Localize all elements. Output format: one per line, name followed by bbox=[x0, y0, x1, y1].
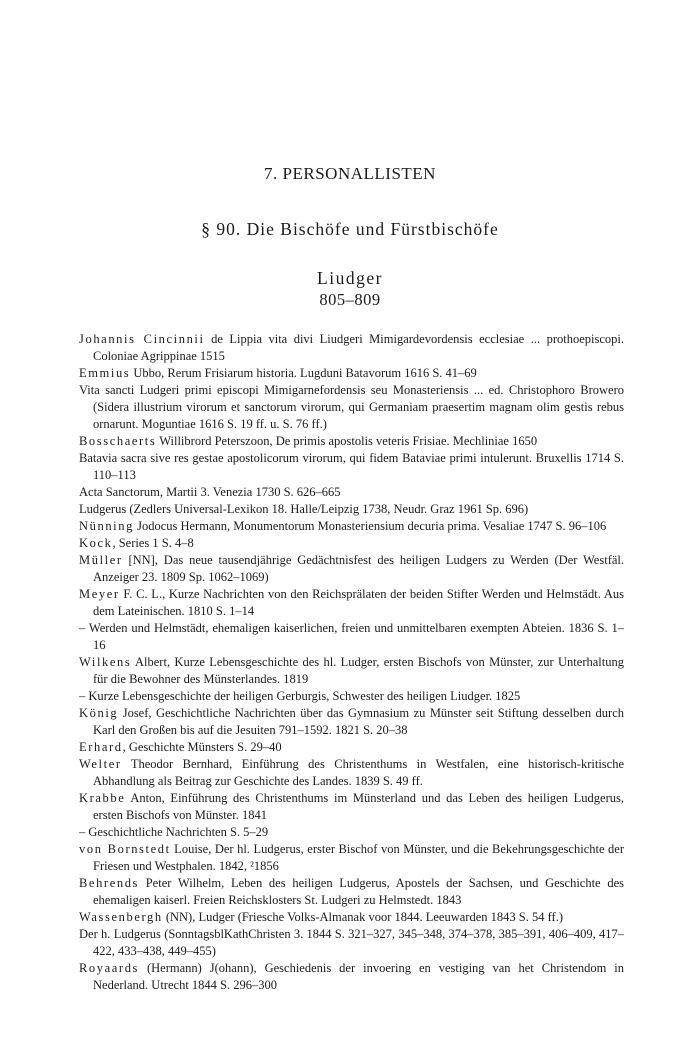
bibliography-entry bbox=[79, 552, 624, 586]
entry-author: König bbox=[79, 706, 119, 720]
entry-text: Willibrord Peterszoon, De primis apostolis veteris Frisiae. Mechliniae 1650 bbox=[156, 434, 538, 448]
entry-text: Ludgerus (Zedlers Universal-Lexikon 18. Halle/Leipzig 1738, Neudr. Graz 1961 Sp. 696) bbox=[79, 502, 529, 516]
bibliography-entry bbox=[79, 484, 624, 501]
entry-text: Josef, Geschichtliche Nachrichten über das Gymnasium zu Münster seit Stiftung desselben durch Karl den Großen bis auf die Jesuiten 791–1592. 1821 S. 20–38 bbox=[93, 706, 624, 737]
entry-author: Wilkens bbox=[79, 655, 132, 669]
person-dates: 805–809 bbox=[319, 290, 381, 309]
bibliography-entry bbox=[79, 790, 624, 824]
bibliography-entry bbox=[79, 620, 624, 654]
person-name: Liudger bbox=[317, 268, 383, 288]
entry-author: Erhard bbox=[79, 740, 123, 754]
entry-author: Behrends bbox=[79, 876, 140, 890]
entry-text: Louise, Der hl. Ludgerus, erster Bischof von Münster, und die Bekehrungsgeschichte der Friesen und Westphalen. 1842, ²1856 bbox=[93, 842, 624, 873]
entry-text: Peter Wilhelm, Leben des heiligen Ludgerus, Apostels der Sachsen, und Geschichte des ehemaligen kaiserl. Freien Reichsklosters St. Ludgeri zu Helmstedt. 1843 bbox=[93, 876, 624, 907]
entry-text: de Lippia vita divi Liudgeri Mimigardevordensis ecclesiae ... prothoepiscopi. Coloniae Agrippinae 1515 bbox=[93, 332, 624, 363]
entry-text: Jodocus Hermann, Monumentorum Monasteriensium decuria prima. Vesaliae 1747 S. 96–106 bbox=[133, 519, 607, 533]
entry-text: F. C. L., Kurze Nachrichten von den Reichsprälaten der beiden Stifter Werden und Helmstädt. Aus dem Lateinischen. 1810 S. 1–14 bbox=[93, 587, 624, 618]
entry-author: Meyer bbox=[79, 587, 120, 601]
entry-text: (NN), Ludger (Friesche Volks-Almanak voor 1844. Leeuwarden 1843 S. 54 ff.) bbox=[162, 910, 563, 924]
entry-text: Anton, Einführung des Christenthums im Münsterland und das Leben des heiligen Ludgerus, ersten Bischofs von Münster. 1841 bbox=[93, 791, 624, 822]
bibliography-entry bbox=[79, 450, 624, 484]
entry-text: Acta Sanctorum, Martii 3. Venezia 1730 S. 626–665 bbox=[79, 485, 341, 499]
entry-author: Bosschaerts bbox=[79, 434, 157, 448]
bibliography-entry bbox=[79, 739, 624, 756]
bibliography-entry bbox=[79, 586, 624, 620]
entry-author: Johannis Cincinnii bbox=[79, 332, 205, 346]
bibliography-entry bbox=[79, 535, 624, 552]
entry-text: – Werden und Helmstädt, ehemaligen kaiserlichen, freien und unmittelbaren exempten Abteien. 1836 S. 1–16 bbox=[79, 621, 624, 652]
entry-author: Krabbe bbox=[79, 791, 126, 805]
chapter-title: 7. PERSONALLISTEN bbox=[264, 164, 436, 183]
bibliography-entry bbox=[79, 654, 624, 688]
entry-text: Batavia sacra sive res gestae apostolicorum virorum, qui fidem Bataviae primi intulerunt. Bruxellis 1714 S. 110–113 bbox=[79, 451, 624, 482]
bibliography-entry bbox=[79, 501, 624, 518]
entry-text: – Geschichtliche Nachrichten S. 5–29 bbox=[79, 825, 269, 839]
bibliography-entry bbox=[79, 841, 624, 875]
bibliography-entry bbox=[79, 824, 624, 841]
entry-text: – Kurze Lebensgeschichte der heiligen Gerburgis, Schwester des heiligen Liudger. 1825 bbox=[79, 689, 521, 703]
bibliography-entry bbox=[79, 756, 624, 790]
entry-text: Der h. Ludgerus (SonntagsblKathChristen 3. 1844 S. 321–327, 345–348, 374–378, 385–391, 406–409, 417–422, 433–438, 449–455) bbox=[79, 927, 624, 958]
entry-text: Theodor Bernhard, Einführung des Christenthums in Westfalen, eine historisch-kritische Abhandlung als Beitrag zur Geschichte des Landes. 1839 S. 49 ff. bbox=[93, 757, 624, 788]
bibliography-entry bbox=[79, 926, 624, 960]
entry-author: Nünning bbox=[79, 519, 134, 533]
bibliography-entry bbox=[79, 705, 624, 739]
entry-author: Emmius bbox=[79, 366, 131, 380]
entry-text: , Series 1 S. 4–8 bbox=[112, 536, 194, 550]
bibliography-entry bbox=[79, 433, 624, 450]
entry-text: Ubbo, Rerum Frisiarum historia. Lugduni Batavorum 1616 S. 41–69 bbox=[130, 366, 477, 380]
entry-author: von Bornstedt bbox=[79, 842, 171, 856]
bibliography-entry bbox=[79, 909, 624, 926]
bibliography-entry bbox=[79, 960, 624, 994]
bibliography-entry bbox=[79, 518, 624, 535]
entry-author: Royaards bbox=[79, 961, 140, 975]
bibliography-entry bbox=[79, 331, 624, 365]
section-title: § 90. Die Bischöfe und Fürstbischöfe bbox=[201, 219, 499, 239]
entry-text: [NN], Das neue tausendjährige Gedächtnisfest des heiligen Ludgers zu Werden (Der Westfäl. Anzeiger 23. 1809 Sp. 1062–1069) bbox=[93, 553, 624, 584]
entry-author: Welter bbox=[79, 757, 122, 771]
entry-text: , Geschichte Münsters S. 29–40 bbox=[122, 740, 282, 754]
bibliography-entry bbox=[79, 382, 624, 433]
entry-author: Kock bbox=[79, 536, 113, 550]
bibliography-entry bbox=[79, 365, 624, 382]
bibliography-entry bbox=[79, 688, 624, 705]
entry-text: Albert, Kurze Lebensgeschichte des hl. Ludger, ersten Bischofs von Münster, zur Unterhaltung für die Bewohner des Münsterlandes. 1819 bbox=[93, 655, 624, 686]
bibliography-list bbox=[79, 331, 624, 994]
entry-text: Vita sancti Ludgeri primi episcopi Mimigarnefordensis seu Monasteriensis ... ed. Christophoro Browero (Sidera illustrium virorum et sanctorum virorum, qui Germaniam praesertim magnam olim gestis rebus ornarunt. Moguntiae 1616 S. 19 ff. u. S. 76 ff.) bbox=[79, 383, 624, 431]
entry-author: Wassenbergh bbox=[79, 910, 163, 924]
entry-author: Müller bbox=[79, 553, 123, 567]
bibliography-entry bbox=[79, 875, 624, 909]
entry-text: (Hermann) J(ohann), Geschiedenis der invoering en vestiging van het Christendom in Nederland. Utrecht 1844 S. 296–300 bbox=[93, 961, 624, 992]
